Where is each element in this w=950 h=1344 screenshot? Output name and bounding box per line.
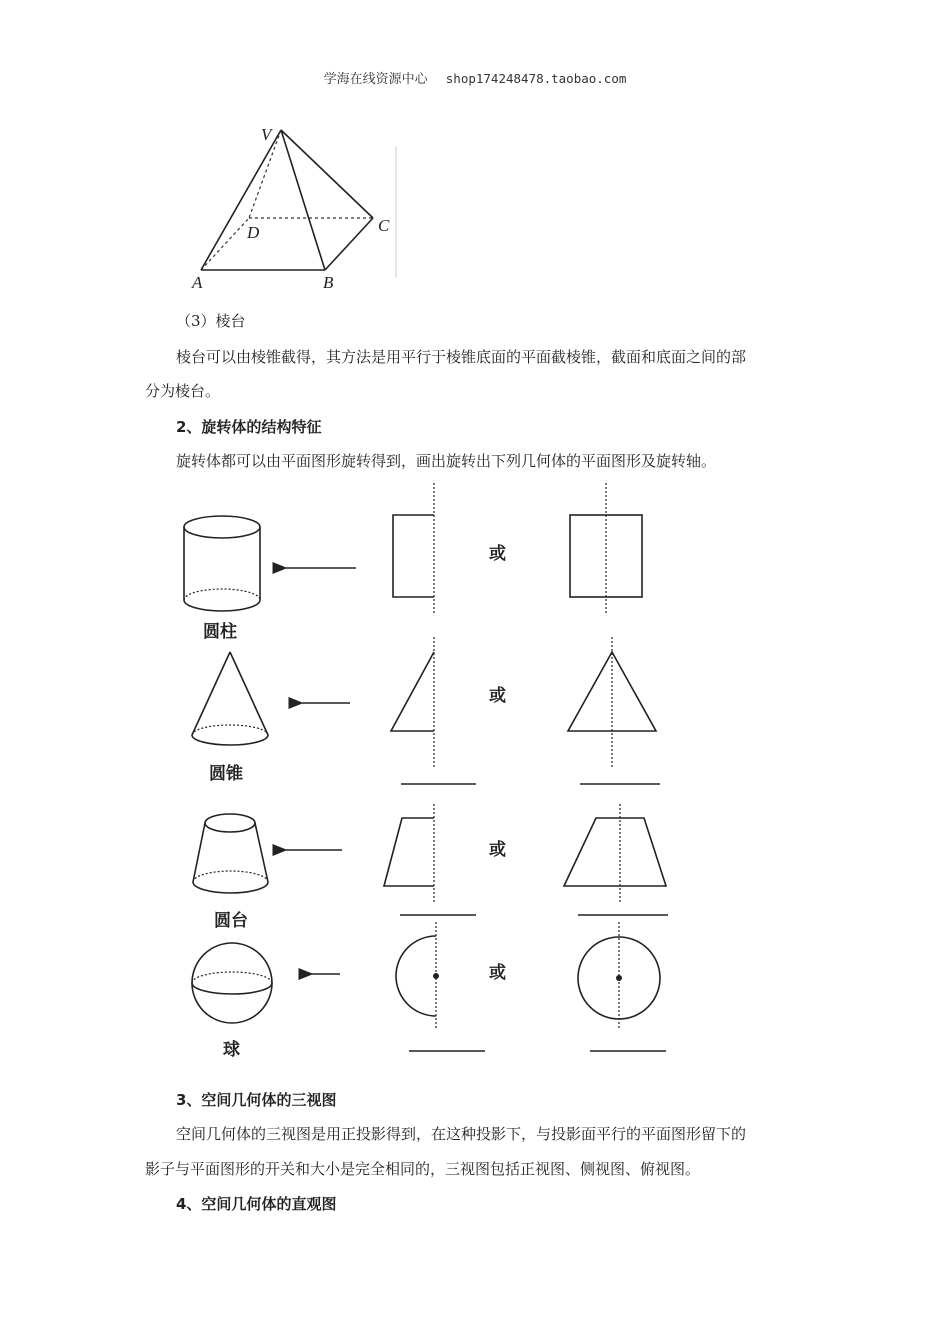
- vertex-d: D: [247, 223, 260, 242]
- sphere-center-dot-1: [433, 973, 439, 979]
- frustum-heading: （3）棱台: [176, 312, 246, 330]
- vertex-a: A: [192, 273, 203, 292]
- site-url: shop174248478.taobao.com: [445, 71, 627, 86]
- cylinder-half-shape: [393, 515, 434, 597]
- vertex-b: B: [323, 273, 334, 292]
- or-label-row3: 或: [489, 840, 506, 860]
- cone-half-shape: [391, 652, 434, 731]
- sphere-solid: [192, 943, 272, 1023]
- frustum-solid: [193, 814, 268, 893]
- label-sphere: 球: [223, 1040, 240, 1060]
- label-cylinder: 圆柱: [203, 622, 237, 642]
- or-label-row4: 或: [489, 963, 506, 983]
- three-views-heading: 3、空间几何体的三视图: [176, 1091, 337, 1109]
- vertex-v: V: [261, 125, 272, 144]
- frustum-full-shape: [564, 818, 666, 886]
- vertex-c: C: [378, 216, 390, 235]
- cone-full-shape: [568, 652, 656, 731]
- frustum-half-shape: [384, 818, 434, 886]
- rotation-heading: 2、旋转体的结构特征: [176, 418, 322, 436]
- three-views-para-line2: 影子与平面图形的开关和大小是完全相同的，三视图包括正视图、侧视图、俯视图。: [145, 1160, 701, 1178]
- rotation-intro: 旋转体都可以由平面图形旋转得到，画出旋转出下列几何体的平面图形及旋转轴。: [176, 452, 717, 470]
- three-views-para-line1: 空间几何体的三视图是用正投影得到，在这种投影下，与投影面平行的平面图形留下的: [176, 1125, 747, 1143]
- sphere-half-shape: [396, 936, 436, 1016]
- direct-view-heading: 4、空间几何体的直观图: [176, 1195, 337, 1213]
- sphere-center-dot-2: [616, 975, 622, 981]
- cone-solid: [192, 652, 268, 745]
- or-label-row1: 或: [489, 544, 506, 564]
- frustum-para-line2: 分为棱台。: [145, 382, 221, 400]
- cylinder-solid: [184, 516, 260, 611]
- frustum-para-line1: 棱台可以由棱锥截得，其方法是用平行于棱锥底面的平面截棱锥，截面和底面之间的部: [176, 348, 747, 366]
- label-cone: 圆锥: [209, 764, 243, 784]
- label-frustum: 圆台: [214, 911, 248, 931]
- site-name: 学海在线资源中心: [323, 72, 428, 87]
- or-label-row2: 或: [489, 686, 506, 706]
